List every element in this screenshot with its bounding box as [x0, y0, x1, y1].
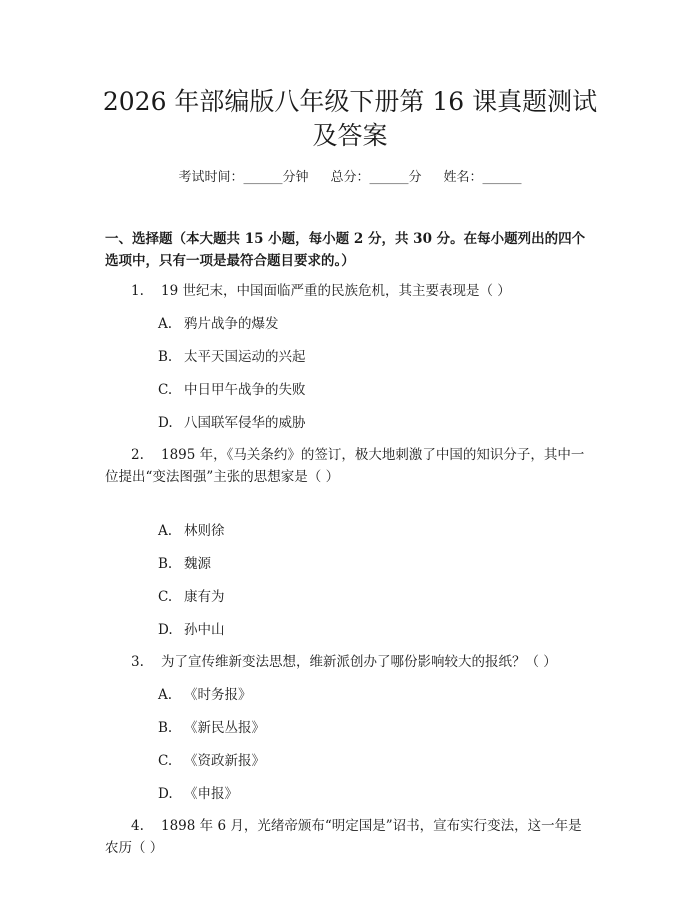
- question-number: 1.: [131, 283, 144, 299]
- option-text: 魏源: [184, 556, 211, 572]
- option-label: B.: [158, 556, 173, 572]
- option-3a: [158, 684, 252, 706]
- option-text: 太平天国运动的兴起: [184, 349, 306, 365]
- option-label: A.: [158, 687, 173, 703]
- question-4: [105, 815, 593, 859]
- option-label: D.: [158, 622, 173, 638]
- option-text: 《申报》: [184, 786, 238, 802]
- option-2d: [158, 619, 225, 641]
- option-text: 鸦片战争的爆发: [184, 316, 279, 332]
- question-text: 19 世纪末，中国面临严重的民族危机，其主要表现是（ ）: [161, 283, 511, 299]
- exam-time: 考试时间：______分钟: [178, 170, 309, 185]
- section-heading: 一、选择题（本大题共 15 小题，每小题 2 分，共 30 分。在每小题列出的四个选项中，只有一项是最符合题目要求的。）: [105, 231, 586, 269]
- option-label: B.: [158, 349, 173, 365]
- option-label: D.: [158, 786, 173, 802]
- option-label: A.: [158, 523, 173, 539]
- exam-score: 总分：______分: [330, 170, 422, 185]
- option-3d: [158, 783, 238, 805]
- option-label: C.: [158, 589, 173, 605]
- question-text: 1898 年 6 月，光绪帝颁布“明定国是”诏书，宣布实行变法，这一年是农历（ ）: [105, 818, 582, 856]
- option-label: A.: [158, 316, 173, 332]
- document-title-line1: 2026 年部编版八年级下册第 16 课真题测试: [102, 87, 598, 116]
- option-label: B.: [158, 720, 173, 736]
- option-label: D.: [158, 415, 173, 431]
- question-number: 4.: [131, 818, 144, 834]
- question-1: [105, 280, 593, 302]
- option-text: 《资政新报》: [184, 753, 265, 769]
- question-2: [105, 444, 593, 488]
- option-text: 《新民丛报》: [184, 720, 265, 736]
- option-text: 中日甲午战争的失败: [184, 382, 306, 398]
- question-3: [105, 651, 593, 673]
- option-1c: [158, 379, 306, 401]
- option-text: 林则徐: [184, 523, 225, 539]
- question-text: 为了宣传维新变法思想，维新派创办了哪份影响较大的报纸？（ ）: [161, 654, 557, 670]
- option-1a: [158, 313, 279, 335]
- option-1d: [158, 412, 306, 434]
- option-label: C.: [158, 382, 173, 398]
- question-text: 1895 年，《马关条约》的签订，极大地刺激了中国的知识分子，其中一位提出“变法图强”主张的思想家是（ ）: [105, 447, 585, 485]
- document-title-line2: 及答案: [312, 121, 388, 150]
- option-3b: [158, 717, 265, 739]
- option-text: 孙中山: [184, 622, 225, 638]
- question-number: 2.: [131, 447, 144, 463]
- option-1b: [158, 346, 306, 368]
- question-number: 3.: [131, 654, 144, 670]
- option-2b: [158, 553, 211, 575]
- option-text: 八国联军侵华的威胁: [184, 415, 306, 431]
- option-text: 《时务报》: [184, 687, 252, 703]
- option-label: C.: [158, 753, 173, 769]
- exam-meta: [0, 168, 700, 188]
- exam-name: 姓名：______: [443, 170, 522, 185]
- option-3c: [158, 750, 265, 772]
- option-2a: [158, 520, 225, 542]
- option-2c: [158, 586, 225, 608]
- option-text: 康有为: [184, 589, 225, 605]
